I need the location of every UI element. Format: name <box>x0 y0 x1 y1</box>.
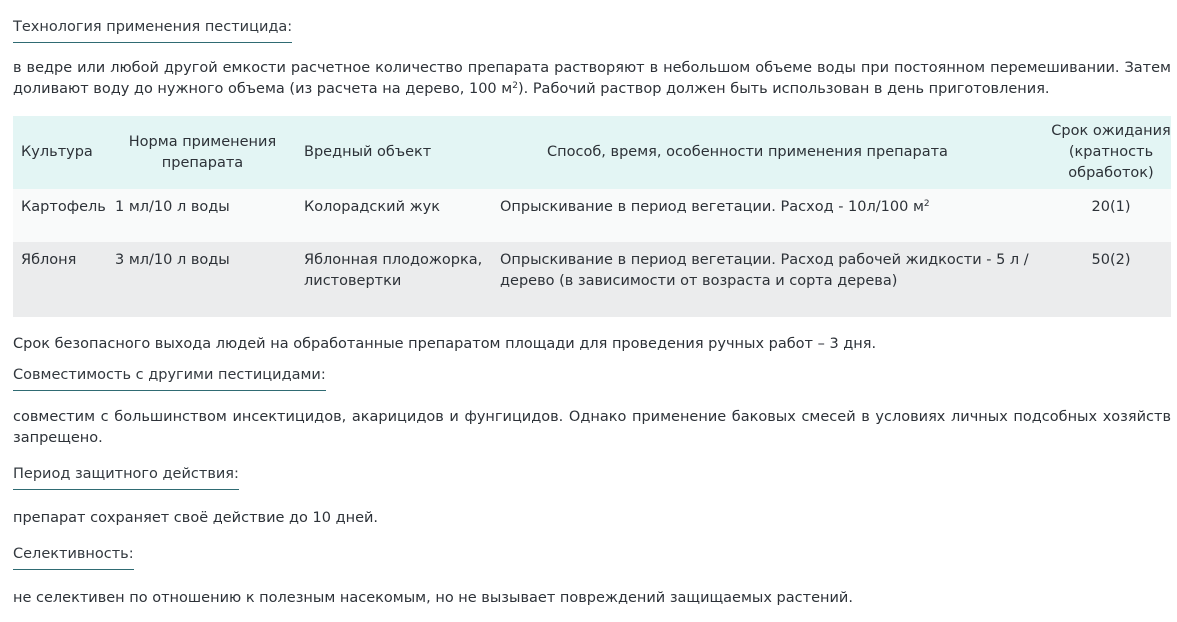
cell-method-sup: 2 <box>923 199 930 209</box>
selectivity-text: не селективен по отношению к полезным насекомым, но не вызывает повреждений защищаемых растений. <box>13 590 853 606</box>
cell-method: Опрыскивание в период вегетации. Расход рабочей жидкости - 5 л /дерево (в зависимости от возраста и сорта дерева) <box>500 252 1029 289</box>
cell-crop: Картофель <box>21 199 106 215</box>
technology-heading: Технология применения пестицида: <box>13 17 292 43</box>
selectivity-heading: Селективность: <box>13 544 134 570</box>
header-rate: Норма применения препарата <box>128 133 277 171</box>
table-row <box>13 189 1171 242</box>
cell-wait: 20(1) <box>1091 199 1131 215</box>
technology-text-part1: в ведре или любой другой емкости расчетное количество препарата растворяют в небольшом объеме воды при постоянном перемешивании. Затем доливают воду до нужного объема (из расчета на дерево, 100 м <box>13 60 1171 97</box>
cell-wait: 50(2) <box>1091 252 1131 268</box>
cell-rate: 1 мл/10 л воды <box>115 199 230 215</box>
protection-text: препарат сохраняет своё действие до 10 дней. <box>13 510 379 526</box>
compatibility-text: совместим с большинством инсектицидов, акарицидов и фунгицидов. Однако применение баковых смесей в условиях личных подсобных хозяйств запрещено. <box>13 409 1171 446</box>
cell-pest: Яблонная плодожорка, листовертки <box>304 252 483 289</box>
compatibility-heading: Совместимость с другими пестицидами: <box>13 365 326 391</box>
technology-text-sup: 2 <box>512 81 518 91</box>
protection-heading: Период защитного действия: <box>13 464 239 490</box>
header-pest: Вредный объект <box>304 144 432 160</box>
cell-rate: 3 мл/10 л воды <box>115 252 230 268</box>
safe-exit-text: Срок безопасного выхода людей на обработанные препаратом площади для проведения ручных работ – 3 дня. <box>13 336 877 352</box>
cell-method-text: Опрыскивание в период вегетации. Расход - 10л/100 м <box>500 199 924 215</box>
header-wait: Срок ожидания (кратность обработок) <box>1051 123 1171 181</box>
cell-crop: Яблоня <box>21 252 77 268</box>
technology-text-part2: ). Рабочий раствор должен быть использован в день приготовления. <box>517 81 1050 97</box>
table-row <box>13 242 1171 317</box>
technology-text <box>13 58 1171 100</box>
cell-method <box>500 189 1051 242</box>
table-header-row <box>13 116 1171 189</box>
application-table <box>13 116 1171 317</box>
header-method: Способ, время, особенности применения препарата <box>547 144 948 160</box>
cell-pest: Колорадский жук <box>304 199 441 215</box>
header-crop: Культура <box>21 144 93 160</box>
